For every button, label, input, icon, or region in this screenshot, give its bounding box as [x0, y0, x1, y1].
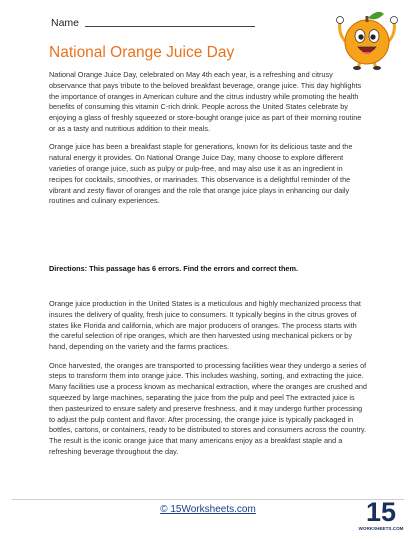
orange-character-icon	[334, 4, 400, 75]
name-label: Name	[51, 17, 80, 29]
logo-text: WORKSHEETS.COM	[358, 526, 404, 531]
passage-paragraph: National Orange Juice Day, celebrated on May 4th each year, is a refreshing and citrusy observance that pays tribute to the beloved breakfast beverage, orange juice. This day highlights the importance of oranges in American culture and the citrus industry while promoting the health benefits of consuming this vitamin C-rich drink. People across the United States celebrate by enjoying a glass of freshly squeezed or store-bought orange juice as part of their morning routine or as a tasty and nutritious addition to their meals.	[49, 70, 362, 133]
logo-number: 15	[365, 497, 397, 527]
passage	[49, 70, 367, 215]
directions-text: Directions: This passage has 6 errors. Find the errors and correct them.	[49, 264, 298, 273]
15worksheets-logo-icon	[358, 494, 404, 539]
passage-paragraph: Orange juice has been a breakfast staple for generations, known for its delicious taste and the natural energy it provides. On National Orange Juice Day, many choose to explore different varieties of orange juice, such as pulpy or pulp-free, and may also use it as an ingredient in recipes for cocktails, smoothies, or marinades. This observance is a delightful reminder of the vibrant and zesty flavor of oranges and the role that orange juice plays in enhancing our daily routines and culinary experiences.	[49, 142, 353, 206]
name-field	[51, 17, 255, 29]
errors-paragraph: Once harvested, the oranges are transported to processing facilities wear they undergo a series of steps to transform them into orange juice. This includes washing, sorting, and extracting the juice. Many facilities use a process known as mechanical extraction, where the oranges are crushed and squeezed by large machines, separating the juice from the pulp and peel The extracted juice is then pasteurized to ensure safety and preserve freshness, and it may undergo further processing to adjust the pulp content and flavor. After processing, the orange juice is typically packaged in bottles, cartons, or containers, ready to be distributed to stores and consumers across the country. The result is the iconic orange juice that many americans enjoy as a breakfast staple and a refreshing beverage throughout the day.	[49, 360, 367, 456]
footer-divider	[12, 499, 404, 500]
footer-link[interactable]: © 15Worksheets.com	[160, 504, 256, 515]
page-title: National Orange Juice Day	[49, 44, 235, 61]
errors-passage	[49, 299, 367, 465]
name-line	[85, 26, 255, 27]
errors-paragraph: Orange juice production in the United States is a meticulous and highly mechanized process that insures the delivery of quality, fresh juice to consumers. It typically begins in the citrus groves of states like Florida and california, which are major producers of oranges. The process starts with the careful selection of ripe oranges, which are then harvested using mechanical pickers or by hand, depending on the variety and the farms practices.	[49, 299, 361, 352]
